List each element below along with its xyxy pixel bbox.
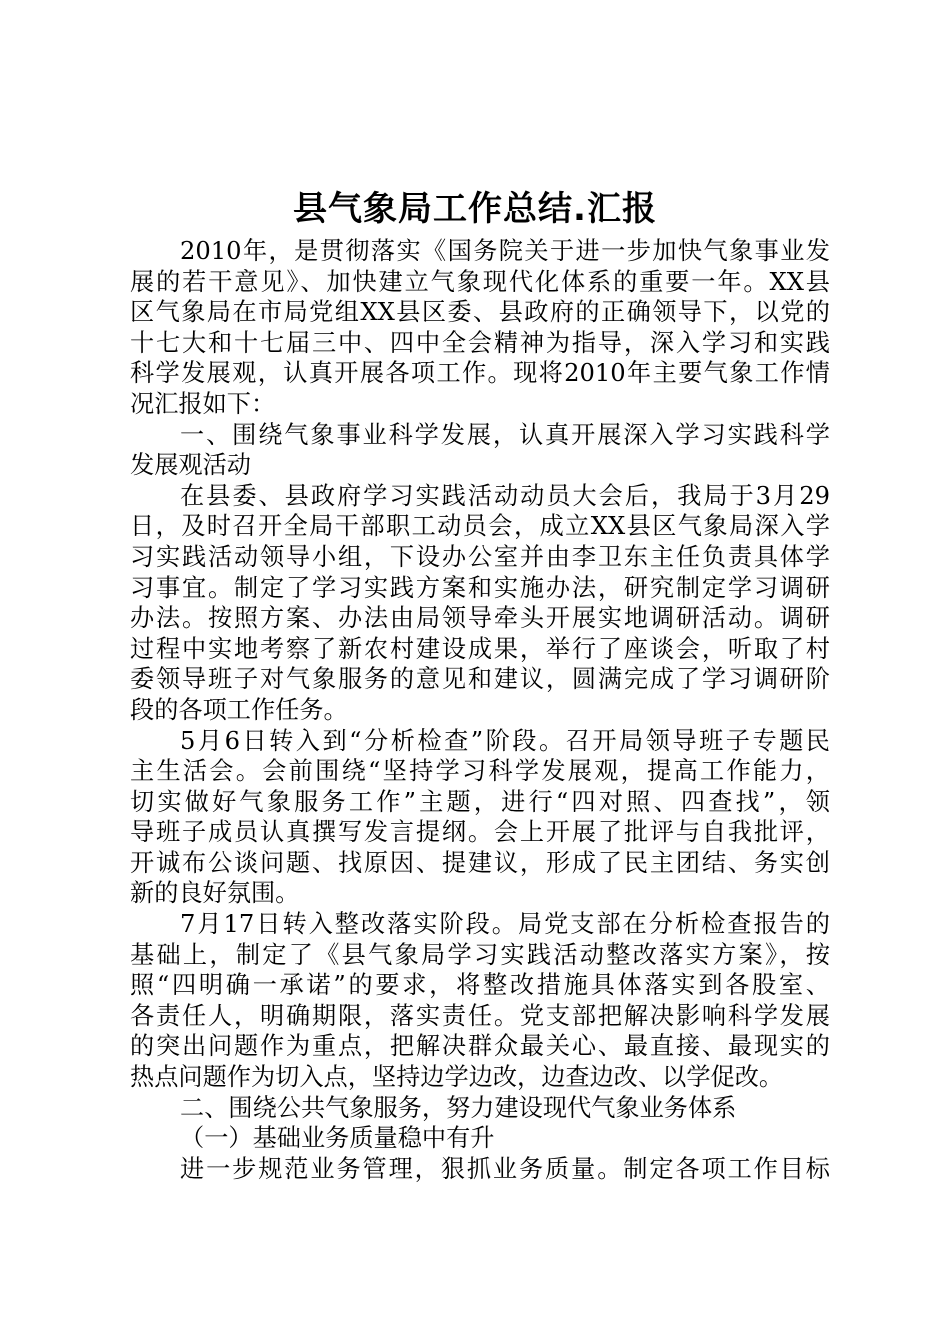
text-line: 热点问题作为切入点，坚持边学边改，边查边改、以学促改。 — [130, 1063, 784, 1092]
document-title: 县气象局工作总结.汇报 — [293, 189, 657, 229]
text-line: 二、围绕公共气象服务，努力建设现代气象业务体系 — [180, 1093, 737, 1122]
text-line: 况汇报如下： — [130, 389, 276, 418]
text-line: 主生活会。会前围绕“坚持学习科学发展观，提高工作能力， — [130, 757, 830, 786]
text-line: 一、围绕气象事业科学发展，认真开展深入学习实践科学 — [180, 420, 830, 449]
text-line: 在县委、县政府学习实践活动动员大会后，我局于3月29 — [180, 481, 830, 510]
text-line: 照“四明确一承诺”的要求，将整改措施具体落实到各股室、 — [130, 971, 830, 1000]
text-line: 习事宜。制定了学习实践方案和实施办法，研究制定学习调研 — [130, 573, 830, 602]
text-line: 5月6日转入到“分析检查”阶段。召开局领导班子专题民 — [180, 726, 830, 755]
text-line: 习实践活动领导小组，下设办公室并由李卫东主任负责具体学 — [130, 542, 830, 571]
text-line: 各责任人，明确期限，落实责任。党支部把解决影响科学发展 — [130, 1001, 830, 1030]
text-line: 切实做好气象服务工作”主题，进行“四对照、四查找”，领 — [130, 787, 830, 816]
text-line: 发展观活动 — [130, 451, 251, 480]
text-line: 的突出问题作为重点，把解决群众最关心、最直接、最现实的 — [130, 1032, 830, 1061]
text-line: 段的各项工作任务。 — [130, 695, 348, 724]
document-body — [130, 236, 830, 1184]
text-line: 进一步规范业务管理，狠抓业务质量。制定各项工作目标 — [180, 1154, 830, 1183]
text-line: 区气象局在市局党组XX县区委、县政府的正确领导下，以党的 — [130, 298, 830, 327]
text-line: 科学发展观，认真开展各项工作。现将2010年主要气象工作情 — [130, 359, 830, 388]
text-line: 7月17日转入整改落实阶段。局党支部在分析检查报告的 — [180, 910, 830, 939]
text-line: 展的若干意见》、加快建立气象现代化体系的重要一年。XX县 — [130, 267, 830, 296]
text-line: 十七大和十七届三中、四中全会精神为指导，深入学习和实践 — [130, 328, 830, 357]
text-line: 2010年，是贯彻落实《国务院关于进一步加快气象事业发 — [180, 237, 830, 265]
text-line: 开诚布公谈问题、找原因、提建议，形成了民主团结、务实创 — [130, 848, 830, 877]
text-line: 过程中实地考察了新农村建设成果，举行了座谈会，听取了村 — [130, 634, 830, 663]
text-line: 基础上，制定了《县气象局学习实践活动整改落实方案》，按 — [130, 940, 830, 969]
text-line: 新的良好氛围。 — [130, 879, 300, 908]
text-line: 委领导班子对气象服务的意见和建议，圆满完成了学习调研阶 — [130, 665, 830, 694]
text-line: 导班子成员认真撰写发言提纲。会上开展了批评与自我批评， — [130, 818, 830, 847]
text-line: 办法。按照方案、办法由局领导牵头开展实地调研活动。调研 — [130, 604, 830, 633]
text-line: 日，及时召开全局干部职工动员会，成立XX县区气象局深入学 — [130, 512, 830, 541]
text-line: （一）基础业务质量稳中有升 — [180, 1124, 495, 1153]
